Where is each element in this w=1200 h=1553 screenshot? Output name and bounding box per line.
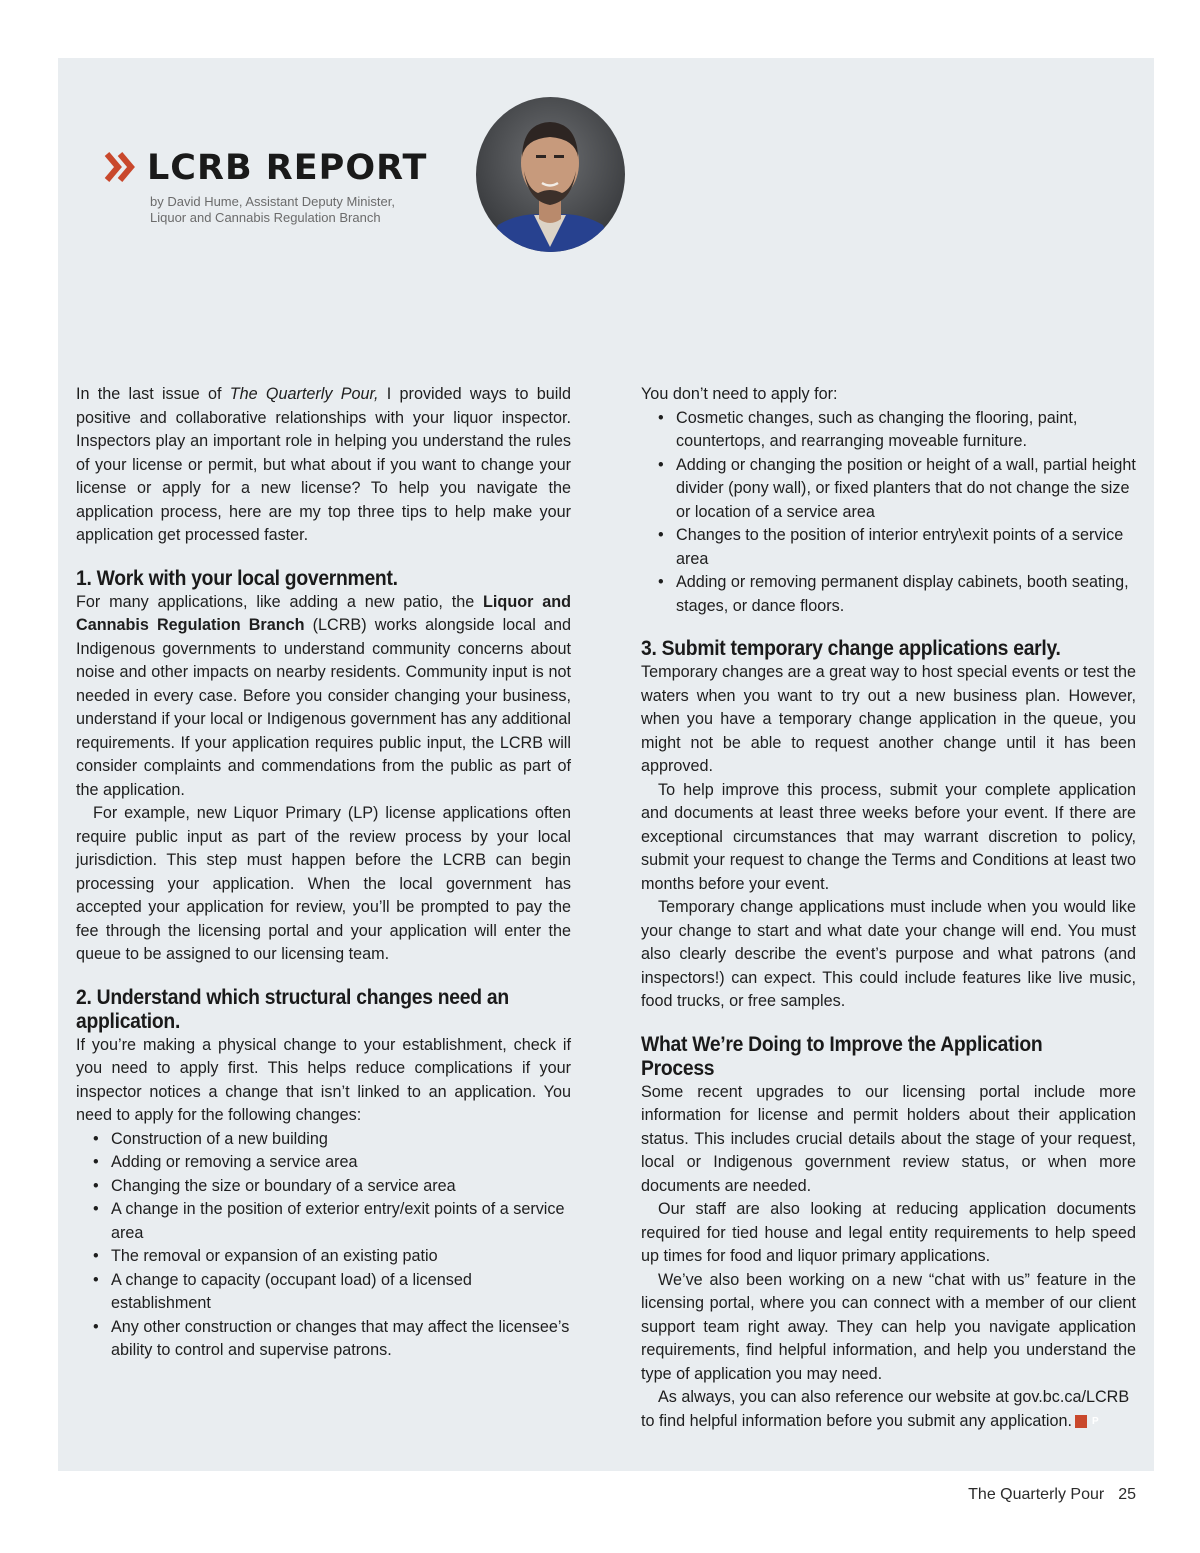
section-heading-3: 3. Submit temporary change applications early. (641, 637, 1061, 660)
list-item: • A change to capacity (occupant load) of a licensed establishment (111, 1269, 571, 1316)
right-column (641, 383, 1136, 1433)
page-footer (968, 1486, 1136, 1504)
list-item: • Adding or removing permanent display cabinets, booth seating, stages, or dance floors. (676, 571, 1136, 618)
footer-publication: The Quarterly Pour (968, 1486, 1105, 1503)
list-item: • Construction of a new building (111, 1128, 571, 1152)
section-1-paragraph-1 (76, 591, 571, 803)
section-4-paragraph-2: Our staff are also looking at reducing application documents required for tied house and legal entity requirements to help speed up times for food and liquor primary applications. (641, 1200, 1136, 1265)
list-item: • Changing the size or boundary of a service area (111, 1175, 571, 1199)
no-apply-list (641, 407, 1136, 619)
list-item: • Cosmetic changes, such as changing the flooring, paint, countertops, and rearranging moveable furniture. (676, 407, 1136, 454)
page-number: 25 (1118, 1486, 1136, 1503)
apply-list (76, 1128, 571, 1363)
section-heading-4: What We’re Doing to Improve the Application Process (641, 1032, 1043, 1080)
no-apply-intro: You don’t need to apply for: (641, 385, 838, 403)
section-4-paragraph-1: Some recent upgrades to our licensing portal include more information for license and permit holders about their application status. This includes crucial details about the stage of your request, local or Indigenous government review status, or when more documents are needed. (641, 1082, 1136, 1195)
intro-text-end: I provided ways to build positive and collaborative relationships with your liquor inspector. Inspectors play an important role in helping you understand the rules of your license or permit, but what about if you want to change your license or apply for a new license? To help you navigate the application process, here are my top three tips to help make your application get processed faster. (76, 385, 571, 544)
section-heading-2: 2. Understand which structural changes need an application. (76, 985, 509, 1033)
double-chevron-icon (103, 150, 137, 184)
list-item: • The removal or expansion of an existing patio (111, 1245, 571, 1269)
list-item: • Adding or changing the position or height of a wall, partial height divider (pony wall), or fixed planters that do not change the size or location of a service area (676, 454, 1136, 525)
page-title: LCRB REPORT (147, 148, 428, 188)
section-3-paragraph-3: Temporary change applications must include when you would like your change to start and what date your change will end. You must also clearly describe the event’s purpose and what patrons (and inspectors!) can expect. This could include features like live music, food trucks, or free samples. (641, 898, 1136, 1010)
intro-text-start: In the last issue of (76, 385, 230, 403)
section-4-paragraph-3: We’ve also been working on a new “chat with us” feature in the licensing portal, where you can connect with a member of our client support team right away. They can help you navigate application requirements, find helpful information, and help you understand the type of application you may need. (641, 1270, 1136, 1383)
author-portrait (476, 97, 625, 252)
list-item: • A change in the position of exterior entry/exit points of a service area (111, 1198, 571, 1245)
byline-line-1: by David Hume, Assistant Deputy Minister, (150, 194, 395, 209)
section-3-paragraph-2: To help improve this process, submit your complete application and documents at least three weeks before your event. If there are exceptional circumstances that may warrant discretion to policy, submit your request to change the Terms and Conditions at least two months before your event. (641, 780, 1136, 893)
section-4-paragraph-4 (641, 1386, 1136, 1433)
closing-text: As always, you can also reference our website at gov.bc.ca/LCRB to find helpful information before you submit any application. (641, 1388, 1130, 1430)
byline-line-2: Liquor and Cannabis Regulation Branch (150, 210, 381, 225)
section-heading-1: 1. Work with your local government. (76, 566, 398, 590)
byline (150, 194, 395, 226)
section-3-paragraph-1: Temporary changes are a great way to host special events or test the waters when you want to try out a new business plan. However, when you have a temporary change application in the queue, you might not be able to request another change until it has been approved. (641, 663, 1136, 775)
left-column (76, 383, 571, 1363)
intro-paragraph (76, 383, 571, 548)
s1-text-start: For many applications, like adding a new patio, the (76, 592, 484, 611)
list-item: • Adding or removing a service area (111, 1151, 571, 1175)
publication-name: The Quarterly Pour, (229, 385, 379, 403)
list-item: • Changes to the position of interior entry\exit points of a service area (676, 524, 1136, 571)
section-1-paragraph-2: For example, new Liquor Primary (LP) license applications often require public input as part of the review process by your local jurisdiction. This step must happen before the LCRB can begin processing your application. When the local government has accepted your application for review, you’ll be prompted to pay the fee through the licensing portal and your application will enter the queue to be assigned to our licensing team. (76, 804, 571, 963)
s1-text-end: (LCRB) works alongside local and Indigenous governments to understand community concerns about noise and other impacts on nearby residents. Community input is not needed in every case. Before you consider changing your business, understand if your local or Indigenous government has any additional requirements. If your application requires public input, the LCRB will consider complaints and commendations from the public as part of the application. (76, 616, 572, 799)
list-item: • Any other construction or changes that may affect the licensee’s ability to control and supervise patrons. (111, 1316, 571, 1363)
lcrb-name: Liquor and Cannabis Regulation Branch (76, 592, 572, 634)
end-mark-icon: P (1075, 1415, 1087, 1428)
section-2-paragraph-1: If you’re making a physical change to your establishment, check if you need to apply first. This helps reduce complications if your inspector notices a change that isn’t linked to an application. You need to apply for the following changes: (76, 1035, 571, 1124)
